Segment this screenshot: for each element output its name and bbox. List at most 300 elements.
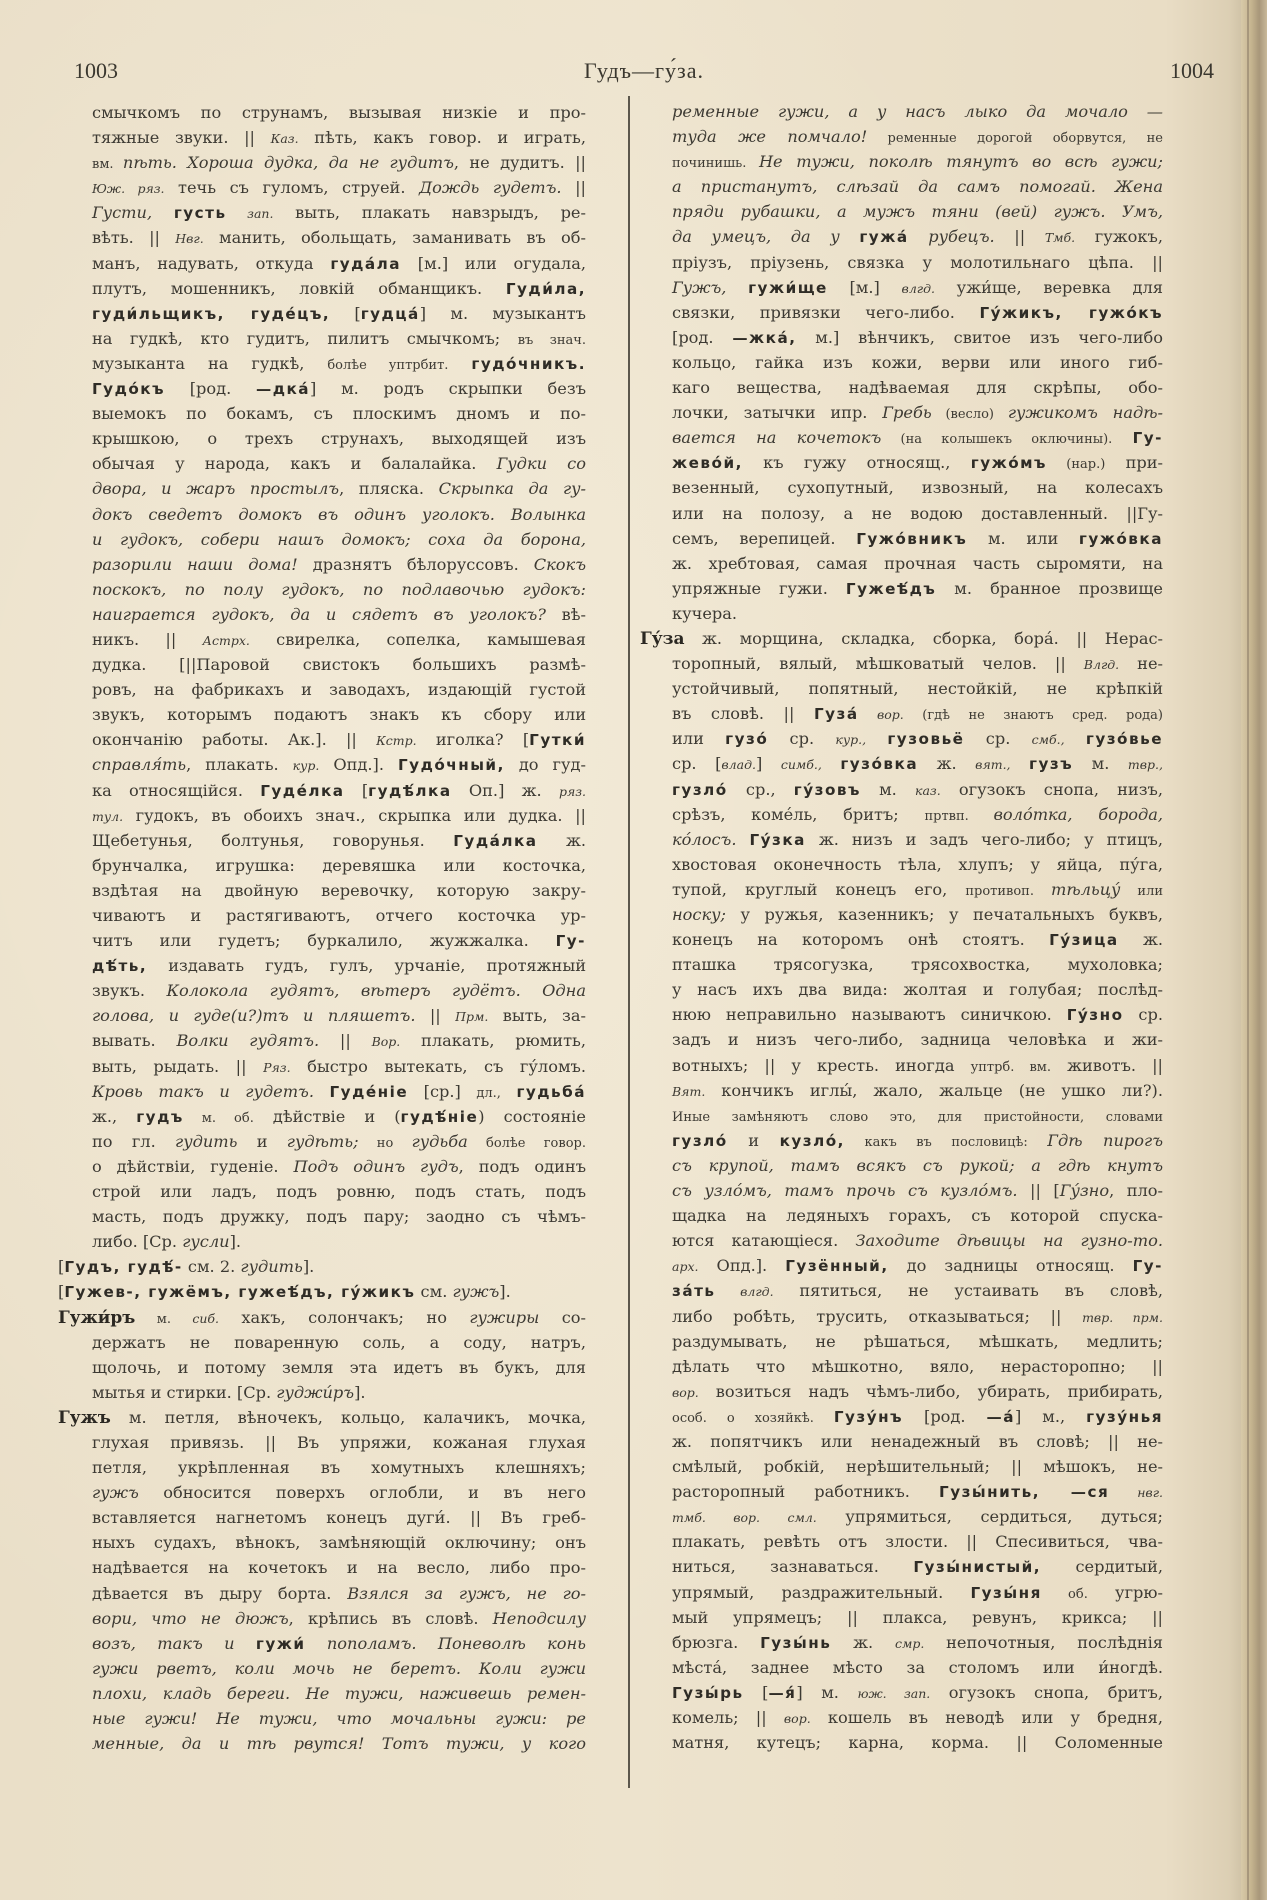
abbreviation: вор.: [672, 1384, 699, 1400]
text-run: [1065, 729, 1086, 748]
example-text: гудьба: [411, 1131, 468, 1151]
text-run: со-: [539, 1307, 586, 1327]
abbreviation: смр.: [894, 1635, 925, 1651]
example-text: гудѣть;: [286, 1131, 359, 1151]
text-line: [92, 1581, 586, 1606]
gutter-edge-line: [1247, 0, 1249, 1900]
text-line: [92, 1631, 586, 1656]
text-line: [672, 1529, 1163, 1554]
text-line: [672, 350, 1163, 375]
headword: Гужъ: [58, 1407, 111, 1428]
headword: Гужев-, гужёмъ, гужеѣ́дъ, гу́жикъ: [64, 1283, 416, 1302]
text-run: уптрб. вм.: [970, 1059, 1052, 1075]
text-line: [92, 1330, 586, 1355]
text-run: дѣйствіе и (: [253, 1106, 401, 1126]
headword: Гуда́лка: [453, 831, 538, 850]
text-line: [672, 1504, 1163, 1529]
text-line: [672, 1053, 1163, 1078]
text-run: ]: [756, 754, 781, 774]
headword: Гу-: [1132, 429, 1163, 448]
example-text: рубецъ.: [908, 227, 995, 247]
text-run: [736, 830, 749, 849]
headword: —жка́,: [732, 328, 797, 347]
text-run: въ словѣ. ||: [672, 704, 814, 724]
text-run: ж. хребтовая, самая прочная часть сыромяти, на: [672, 553, 1163, 573]
headword: гузовьё: [887, 730, 965, 749]
example-text: съ узло́мъ, тамъ прочь съ кузло́мъ.: [672, 1181, 1018, 1201]
headword: дѣ́ть,: [92, 957, 148, 976]
example-text: тѣльцу́: [1050, 879, 1121, 899]
text-line: [92, 752, 586, 777]
text-run: щолочь, и потому земля эта идетъ въ букъ, для: [92, 1357, 586, 1377]
text-run: [м.] или огудала,: [401, 253, 586, 273]
text-line: [92, 175, 586, 200]
text-run: дудка. [||Паровой свистокъ большихъ размѣ-: [92, 655, 586, 675]
abbreviation: юж. зап.: [857, 1685, 931, 1701]
text-run: вѣть. ||: [92, 228, 176, 248]
text-run: [448, 354, 471, 373]
example-text: пряди рубашки, а мужъ тяни (вей) гужъ. Умъ,: [672, 202, 1163, 222]
text-line: [92, 1129, 586, 1154]
text-run: либо. [Ср.: [92, 1232, 183, 1252]
example-text: воло́тка, борода,: [993, 804, 1163, 824]
text-line: [672, 1153, 1163, 1178]
text-run: животъ. ||: [1051, 1055, 1163, 1075]
text-run: выть, плакать навзрыдъ, ре-: [273, 203, 586, 223]
text-line: [92, 200, 586, 225]
headword: Гуза́: [813, 705, 859, 724]
text-line: [58, 1305, 586, 1330]
text-run: ныхъ судахъ, вѣнокъ, замѣняющій оключину; онъ: [92, 1533, 586, 1553]
text-run: издавать гудъ, гулъ, урчаніе, протяжный: [147, 956, 586, 976]
text-line: [92, 376, 586, 401]
example-text: голова, и гуде(и?)тъ и пляшетъ.: [92, 1006, 416, 1026]
text-line: [672, 1580, 1163, 1605]
text-line: [672, 1429, 1163, 1454]
text-run: м. или: [967, 528, 1079, 548]
example-text: Гдѣ пирогъ: [1047, 1130, 1163, 1150]
headword: гудѣ́лка: [368, 781, 452, 800]
text-run: глухая привязь. || Въ упряжи, кожаная глухая: [92, 1432, 586, 1452]
text-run: кольцо, гайка изъ кожи, верви или иного гиб-: [672, 352, 1163, 372]
text-run: музыканта на гудкѣ,: [92, 353, 328, 373]
text-run: къ гужу относящ.,: [742, 453, 971, 473]
text-run: не-: [1119, 654, 1163, 674]
headword: густь: [173, 204, 227, 223]
abbreviation: влгд.: [715, 1284, 774, 1300]
page-number-left: 1003: [74, 58, 118, 83]
text-run: [: [743, 1682, 769, 1702]
example-text: гужиры: [469, 1307, 540, 1327]
headword: Гузы́нистый,: [913, 1558, 1042, 1577]
example-text: Гу́зно: [1059, 1181, 1110, 1201]
abbreviation: каз.: [914, 782, 941, 798]
headword: —дка́: [256, 380, 311, 399]
text-run: выть, за-: [488, 1006, 586, 1026]
headword: Гузу́нъ: [833, 1407, 904, 1426]
text-line: [672, 1554, 1163, 1579]
text-line: [672, 1404, 1163, 1429]
text-line: [672, 199, 1163, 224]
text-run: [501, 1082, 517, 1101]
abbreviation: зап.: [226, 206, 274, 222]
text-line: [92, 1530, 586, 1555]
text-run: выть, рыдать. ||: [92, 1056, 264, 1076]
text-run: каго вещества, надѣваемая для скрѣпы, обо-: [672, 378, 1163, 398]
text-line: [58, 1254, 586, 1279]
abbreviation: кур.,: [835, 732, 867, 748]
text-run: [1011, 754, 1030, 773]
text-line: [672, 877, 1163, 902]
text-line: [672, 1128, 1163, 1153]
abbreviation: Тмб.: [1044, 230, 1076, 246]
text-run: ужи́ще, веревка для: [935, 277, 1163, 297]
headword: Гу́зица: [1049, 931, 1119, 950]
text-run: ж. низъ и задъ чего-либо; у птицъ,: [805, 829, 1163, 849]
text-run: м. петля, вѣночекъ, кольцо, калачикъ, мочка,: [110, 1407, 586, 1427]
text-run: или: [672, 729, 726, 749]
text-run: ср. [: [672, 754, 722, 774]
text-line: [672, 1730, 1163, 1755]
text-run: ются катающіеся.: [672, 1231, 856, 1251]
text-line: [92, 351, 586, 376]
text-run: при-: [1105, 453, 1163, 473]
text-run: , не дудитъ. ||: [453, 153, 586, 173]
text-run: болѣе уптрбит.: [327, 357, 449, 373]
text-line: [672, 751, 1163, 776]
example-text: туда же помчало!: [672, 127, 868, 147]
text-run: починишь.: [672, 156, 759, 172]
text-line: [672, 927, 1163, 952]
example-text: пополамъ. Поневолѣ конь: [305, 1633, 586, 1653]
text-run: ||: [415, 1006, 456, 1026]
example-text: Взялся за гужъ, не го-: [347, 1583, 586, 1603]
text-line: [672, 902, 1163, 927]
text-run: пѣть, какъ говор. и играть,: [298, 128, 586, 148]
abbreviation: тмб. вор. смл.: [672, 1510, 817, 1526]
example-text: Густи,: [92, 203, 174, 223]
text-line: [672, 300, 1163, 325]
text-line: [92, 251, 586, 276]
text-run: кошель въ неводѣ или у бредня,: [810, 1708, 1163, 1727]
text-line: [92, 552, 586, 577]
example-text: ко́лосъ.: [672, 829, 737, 849]
text-run: ] м.: [796, 1682, 858, 1702]
headword: гужа́: [859, 228, 909, 247]
headword: гузу́нья: [1086, 1407, 1164, 1426]
text-line: [92, 301, 586, 326]
text-line: [672, 1078, 1163, 1103]
example-text: вается на кочетокъ: [672, 428, 882, 448]
abbreviation: ряз.: [558, 783, 587, 799]
text-run: конецъ на которомъ онѣ стоятъ.: [672, 930, 1050, 950]
text-run: держатъ не поваренную соль, а соду, натръ,: [92, 1332, 586, 1352]
text-line: [672, 174, 1163, 199]
text-run: окончанію работы. Ак.]. ||: [92, 730, 377, 750]
text-run: [: [330, 303, 361, 323]
text-run: ка относящійся.: [92, 780, 261, 800]
text-run: смычкомъ по струнамъ, вызывая низкіе и про-: [92, 103, 586, 122]
text-run: или на полозу, а не водою доставленный. ||Гу-: [672, 503, 1163, 523]
text-run: , крѣпись въ словѣ.: [288, 1608, 493, 1628]
text-run: кончикъ иглы́, жало, жальце (не ушко ли?).: [705, 1080, 1163, 1100]
text-line: [92, 803, 586, 828]
text-run: непочотныя, послѣднія: [924, 1632, 1164, 1652]
text-run: ].: [354, 1382, 366, 1402]
example-text: гужъ: [452, 1282, 500, 1302]
text-run: упряжные гужи.: [672, 578, 846, 598]
book-gutter: [1241, 0, 1267, 1900]
text-run: вставляется нагнетомъ конецъ дуги́. || Въ греб-: [92, 1508, 586, 1528]
example-text: плохи, кладь береги. Не тужи, наживешь ремен-: [92, 1683, 586, 1703]
headword: гужи́: [255, 1634, 306, 1653]
text-run: лочки, затычки ипр.: [672, 403, 883, 423]
headword: Гузённый,: [785, 1257, 889, 1276]
text-line: [672, 777, 1163, 802]
text-run: м.: [1073, 754, 1128, 774]
text-run: и: [727, 1130, 780, 1150]
text-run: угрю-: [1087, 1582, 1163, 1602]
text-run: ж. морщина, складка, сборка, бора́. || Нерас-: [684, 628, 1163, 648]
abbreviation: Каз.: [270, 131, 299, 147]
text-line: [92, 125, 586, 150]
text-run: особ. о хозяйкѣ.: [672, 1410, 834, 1426]
text-line: [672, 601, 1163, 626]
text-run: ) состояніе: [478, 1106, 586, 1126]
text-line: [672, 1278, 1163, 1303]
text-run: см. 2.: [182, 1257, 241, 1277]
text-run: , подъ одинъ: [458, 1156, 586, 1176]
example-text: Заходите дѣвицы на гузно-то.: [855, 1231, 1163, 1251]
text-line: [672, 1630, 1163, 1655]
text-line: [672, 400, 1163, 425]
text-run: обносится поверхъ оглобли, и въ него: [138, 1483, 586, 1503]
text-run: болѣе говор.: [467, 1135, 586, 1151]
headword: гудьба́: [516, 1082, 586, 1101]
text-run: никъ. ||: [92, 629, 203, 649]
headword: Гу-: [1132, 1257, 1163, 1276]
text-run: гудокъ, въ обоихъ знач., скрыпка или дудка. ||: [123, 805, 586, 825]
text-run: звукъ, которымъ подаютъ знакъ къ сбору или: [92, 705, 586, 725]
headword: Гудо́къ: [92, 380, 165, 399]
text-run: пташка трясогузка, трясохвостка, мухоловка;: [672, 955, 1163, 975]
text-run: Опд.].: [319, 755, 398, 775]
example-text: и гудокъ, собери нашъ домокъ; соха да борона,: [92, 529, 586, 549]
example-text: Гребь: [882, 403, 932, 423]
text-run: вывать.: [92, 1031, 177, 1051]
text-run: м. об.: [183, 1110, 254, 1126]
headword: гуда́ла: [330, 254, 402, 273]
example-text: справля́ть: [92, 755, 187, 775]
text-line: [92, 1154, 586, 1179]
text-run: брунчалка, игрушка: деревяшка или косточка,: [92, 855, 586, 875]
text-run: дразнятъ бѣлоруссовъ.: [297, 554, 534, 574]
text-run: въ знач.: [517, 332, 586, 348]
text-run: упрямиться, сердиться, дуться;: [816, 1507, 1163, 1527]
text-run: манить, обольщать, заманивать въ об-: [203, 228, 586, 248]
headword: Гузы́ня: [970, 1583, 1042, 1602]
text-line: [92, 1505, 586, 1530]
headword: —а́: [986, 1407, 1015, 1426]
text-run: , пляска.: [339, 479, 439, 499]
text-run: [: [58, 1282, 65, 1302]
text-run: [: [58, 1257, 65, 1277]
example-text: вори, что не дюжъ: [92, 1608, 289, 1628]
text-line: [672, 1027, 1163, 1052]
text-run: , пло-: [1109, 1181, 1163, 1201]
text-line: [672, 375, 1163, 400]
example-text: Скрыпка да гу-: [438, 479, 586, 499]
example-text: поскокъ, по полу гудокъ, по подлавочью гудокъ:: [92, 579, 586, 599]
text-line: [672, 676, 1163, 701]
text-run: расторопный работникъ.: [672, 1482, 940, 1502]
abbreviation: Нвг.: [175, 231, 204, 247]
text-line: [672, 1479, 1163, 1504]
text-line: [672, 425, 1163, 450]
example-text: двора, и жаръ простылъ: [92, 479, 340, 499]
text-line: [92, 100, 586, 125]
text-line: [672, 651, 1163, 676]
text-line: [92, 677, 586, 702]
example-text: гудить: [240, 1257, 303, 1277]
text-line: [672, 224, 1163, 249]
text-run: ].: [499, 1282, 511, 1302]
text-line: [92, 652, 586, 677]
abbreviation: твр. прм.: [1082, 1309, 1164, 1325]
text-line: [92, 1656, 586, 1681]
text-line: [672, 450, 1163, 475]
text-line: [672, 275, 1163, 300]
text-line: [672, 827, 1163, 852]
text-run: задъ и низъ чего-либо, задница человѣка и жи-: [672, 1030, 1163, 1050]
text-run: семъ, верепицей.: [672, 528, 857, 548]
text-run: мытья и стирки. [Ср.: [92, 1382, 277, 1402]
right-column: [640, 99, 1164, 1755]
text-line: [672, 1228, 1163, 1253]
text-line: [92, 1430, 586, 1455]
text-run: тяжные звуки. ||: [92, 128, 271, 148]
text-run: комель; ||: [672, 1708, 784, 1727]
text-line: [92, 1706, 586, 1731]
example-text: Гудки со: [496, 454, 586, 474]
text-line: [92, 401, 586, 426]
text-run: дѣлать что мѣшкотно, вяло, нерасторопно; ||: [672, 1356, 1163, 1376]
text-run: какъ въ пословицѣ:: [844, 1134, 1048, 1150]
text-run: ж.: [1118, 930, 1163, 950]
headword: Гудъ, гудѣ́-: [64, 1258, 183, 1277]
text-run: [род.: [672, 327, 733, 347]
example-text: Не тужи, поколѣ тянутъ во всѣ гужи;: [758, 152, 1163, 172]
text-line: [92, 577, 586, 602]
text-line: [672, 701, 1163, 726]
example-text: Колокола гудятъ, вѣтеръ гудётъ. Одна: [166, 981, 586, 1001]
text-run: у ружья, казенникъ; у печатальныхъ буквъ,: [726, 905, 1163, 924]
text-line: [672, 1605, 1163, 1630]
text-run: ср.: [768, 729, 836, 749]
text-run: вздѣтая на двойную веревочку, которую закру-: [92, 880, 586, 900]
text-line: [92, 476, 586, 501]
text-run: ж.: [831, 1632, 895, 1652]
text-line: [92, 1028, 586, 1053]
text-line: [92, 903, 586, 928]
text-line: [92, 1480, 586, 1505]
abbreviation: вор.: [783, 1711, 811, 1726]
text-run: ж.,: [92, 1106, 137, 1126]
text-run: [: [344, 780, 369, 800]
text-run: свирелка, сопелка, камышевая: [249, 629, 586, 649]
text-line: [92, 627, 586, 652]
headword: Гудо́чный,: [398, 756, 505, 775]
text-run: м.] вѣнчикъ, свитое изъ чего-либо: [796, 327, 1163, 347]
text-run: читъ или гудетъ; буркалило, жужжалка.: [92, 931, 556, 951]
headword: Гуде́ніе: [329, 1082, 409, 1101]
headword: Гу́зка: [749, 830, 806, 849]
text-line: [672, 501, 1163, 526]
text-line: [58, 1405, 586, 1430]
text-run: манъ, надувать, откуда: [92, 253, 331, 273]
text-run: быстро вытекать, съ гу́ломъ.: [290, 1056, 586, 1076]
text-run: сердитый,: [1041, 1557, 1164, 1577]
text-line: [640, 626, 1163, 651]
text-run: масть, подъ дружку, подъ пару; заодно съ чѣмъ-: [92, 1207, 586, 1227]
text-line: [92, 1455, 586, 1480]
text-run: ниться, зазнаваться.: [672, 1557, 914, 1577]
abbreviation: Астрх.: [202, 632, 250, 648]
abbreviation: кур.: [292, 758, 320, 774]
text-run: [1112, 428, 1132, 447]
text-run: раздумывать, не рѣшаться, мѣшкать, медлить;: [672, 1331, 1163, 1351]
abbreviation: тул.: [92, 808, 124, 824]
headword: гужо́вка: [1078, 529, 1163, 548]
text-run: (на колышекъ оключины).: [881, 432, 1113, 448]
column-divider-rule: [628, 96, 630, 1788]
text-line: [672, 1680, 1163, 1705]
text-run: (весло): [931, 407, 1008, 423]
text-line: [92, 1054, 586, 1079]
text-run: [822, 754, 841, 773]
text-line: [672, 802, 1163, 827]
text-line: [672, 952, 1163, 977]
text-run: на гудкѣ, кто гудитъ, пилитъ смычкомъ;: [92, 328, 518, 348]
example-text: менные, да и тѣ рвутся! Тотъ тужи, у кого: [92, 1734, 586, 1754]
text-run: [866, 729, 887, 748]
text-run: кучера.: [672, 603, 738, 623]
text-run: плакать, рюмить,: [400, 1031, 586, 1051]
text-line: [672, 1379, 1163, 1404]
text-line: [92, 727, 586, 752]
text-run: пріузъ, пріузень, связка у молотильнаго цѣпа. ||: [672, 252, 1163, 272]
example-text: гусли: [182, 1232, 230, 1252]
text-run: ж. попятчикъ или ненадежный въ словѣ; || не-: [672, 1431, 1163, 1451]
headword: гузъ: [1029, 755, 1074, 774]
text-line: [672, 977, 1163, 1002]
text-run: пртвп.: [924, 808, 994, 824]
headword: гузло́: [672, 780, 728, 799]
example-text: наиграется гудокъ, да и сядетъ въ уголокъ?: [92, 604, 546, 624]
example-text: Гужъ,: [672, 277, 749, 297]
headword: Гузы́рь: [672, 1683, 744, 1702]
text-run: или: [1120, 883, 1163, 899]
example-text: гуджи́ръ: [276, 1382, 355, 1402]
text-run: о дѣйствіи, гуденіе.: [92, 1156, 294, 1176]
text-run: ].: [302, 1257, 315, 1277]
text-line: [92, 1204, 586, 1229]
headword: за́ть: [672, 1282, 716, 1301]
abbreviation: смб.,: [1031, 732, 1065, 748]
text-run: дѣвается въ дыру борта.: [92, 1583, 348, 1603]
text-run: огузокъ снопа, бритъ,: [930, 1682, 1164, 1702]
text-line: [672, 124, 1163, 149]
